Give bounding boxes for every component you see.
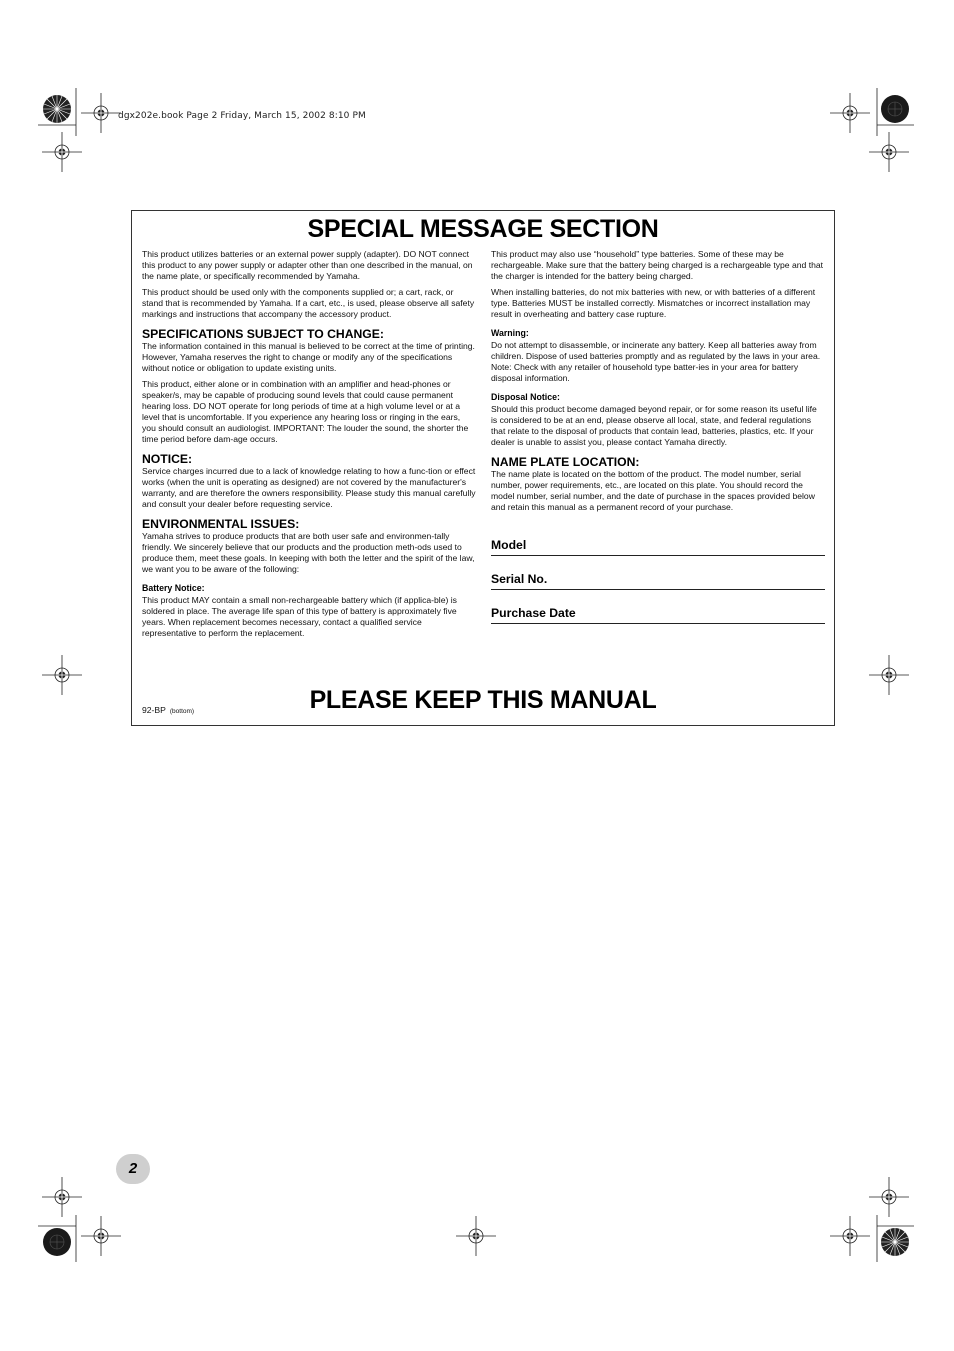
footer-code-text: 92-BP [142, 705, 166, 715]
serial-number-field [491, 563, 825, 590]
right-column [491, 249, 825, 624]
installing-batteries-text: When installing batteries, do not mix batteries with new, or with batteries of a different type. Batteries MUST be installed correctly. Mismatches or incorrect installation may result in overheating and battery case rupture. [491, 287, 816, 319]
special-message-box [131, 210, 835, 726]
page-number: 2 [116, 1154, 150, 1184]
serial-number-label: Serial No. [491, 572, 548, 586]
model-field [491, 529, 825, 556]
model-label: Model [491, 538, 527, 552]
notice-text: Service charges incurred due to a lack of knowledge relating to how a func-tion or effect works (when the unit is operating as designed) are not covered by the manufacturer's warranty, and are therefore the owners responsibility. Please study this manual carefully and consult your dealer before requesting service. [142, 466, 476, 509]
left-column [142, 249, 476, 644]
household-batteries-text: This product may also use “household” type batteries. Some of these may be rechargeable. Make sure that the battery being charged is a rechargeable type and that the charger is intended for the battery being charged. [491, 249, 824, 281]
footer-code-note: (bottom) [169, 708, 195, 715]
battery-notice-text: This product MAY contain a small non-rechargeable battery which (if applica-ble) is soldered in place. The average life span of this type of battery is approximately five years. When replacement becomes necessary, contact a qualified service representative to perform the replacement. [142, 595, 457, 638]
warning-heading: Warning: [491, 328, 529, 338]
specs-text: The information contained in this manual is believed to be correct at the time of printing. However, Yamaha reserves the right to change or modify any of the specifications without notice or obligation to update existing units. [142, 341, 475, 373]
name-plate-text: The name plate is located on the bottom of the product. The model number, serial number, power requirements, etc., are located on this plate. You should record the model number, serial number, and the date of purchase in the spaces provided below and retain this manual as a permanent record of your purchase. [491, 469, 815, 512]
keep-manual-heading: PLEASE KEEP THIS MANUAL [309, 686, 657, 714]
page-title: SPECIAL MESSAGE SECTION [307, 215, 659, 243]
name-plate-heading: NAME PLATE LOCATION: [491, 455, 640, 469]
battery-notice-heading: Battery Notice: [142, 583, 205, 593]
disposal-notice-text: Should this product become damaged beyond repair, or for some reason its useful life is considered to be at an end, please observe all local, state, and federal regulations that relate to the disposal of products that contain lead, batteries, plastics, etc. If your dealer is unable to assist you, please contact Yamaha directly. [491, 404, 817, 447]
record-fields [491, 529, 825, 624]
intro-paragraph-1: This product utilizes batteries or an external power supply (adapter). DO NOT connect this product to any power supply or adapter other than one described in the manual, on the name plate, or specifically recommended by Yamaha. [142, 249, 473, 281]
footer-code [142, 705, 194, 715]
environmental-heading: ENVIRONMENTAL ISSUES: [142, 517, 300, 531]
environmental-text: Yamaha strives to produce products that are both user safe and environmen-tally friendly. We sincerely believe that our products and the production meth-ods used to produce them, meet these goals. In keeping with both the letter and the spirit of the law, we want you to be aware of the following: [142, 531, 475, 574]
specs-heading: SPECIFICATIONS SUBJECT TO CHANGE: [142, 327, 384, 341]
notice-heading: NOTICE: [142, 452, 193, 466]
purchase-date-field [491, 597, 825, 624]
disposal-notice-heading: Disposal Notice: [491, 392, 560, 402]
purchase-date-label: Purchase Date [491, 606, 576, 620]
warning-text: Do not attempt to disassemble, or incinerate any battery. Keep all batteries away from children. Dispose of used batteries promptly and as regulated by the laws in your area. Note: Check with any retailer of household type batter-ies in your area for battery disposal information. [491, 340, 821, 383]
print-header: dgx202e.book Page 2 Friday, March 15, 2002 8:10 PM [118, 111, 366, 121]
intro-paragraph-2: This product should be used only with the components supplied or; a cart, rack, or stand that is recommended by Yamaha. If a cart, etc., is used, please observe all safety markings and instructions that accompany the accessory product. [142, 287, 475, 319]
hearing-text: This product, either alone or in combination with an amplifier and head-phones or speaker/s, may be capable of producing sound levels that could cause permanent hearing loss. DO NOT operate for long periods of time at a high volume level or at a level that is uncomfortable. If you experience any hearing loss or ringing in the ears, you should consult an audiologist. IMPORTANT: The louder the sound, the shorter the time period before dam-age occurs. [142, 379, 469, 444]
